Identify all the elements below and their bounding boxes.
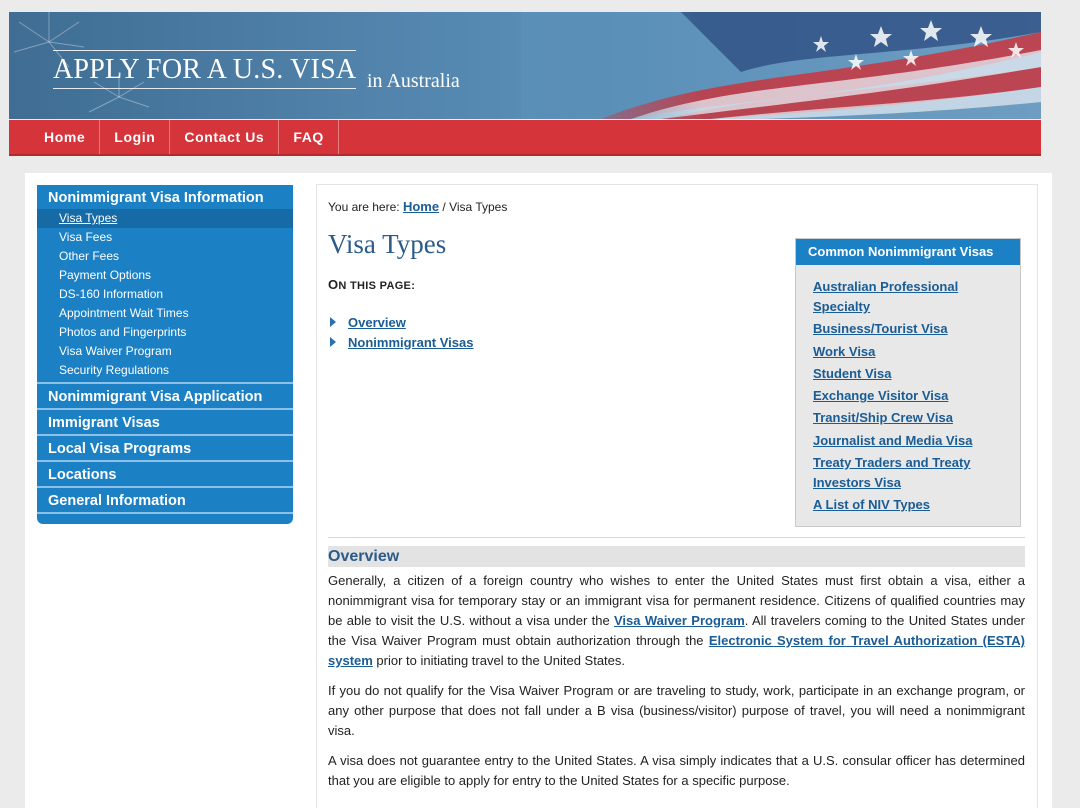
- overview-p1-text-a: Generally, a citizen of a foreign country who wishes to enter the United States must first obtain a visa, either a nonimmigrant visa for temporary stay or an immigrant visa for permanent residence. Citizens of qualified countries may be able to visit the U.S. without a visa under the: [328, 573, 1025, 628]
- sidebar: [37, 185, 293, 524]
- link-business-tourist-visa[interactable]: Business/Tourist Visa: [813, 321, 948, 337]
- overview-paragraph-1: [328, 571, 1025, 671]
- breadcrumb-current: Visa Types: [449, 200, 508, 214]
- sidebar-section-local-visa-programs[interactable]: Local Visa Programs: [37, 436, 293, 462]
- sidebar-item-visa-waiver-program[interactable]: Visa Waiver Program: [59, 344, 172, 358]
- toc-link-nonimmigrant-visas[interactable]: Nonimmigrant Visas: [348, 334, 474, 350]
- overview-paragraph-3: A visa does not guarantee entry to the United States. A visa simply indicates that a U.S. consular officer has determined that you are eligible to apply for entry to the United States for a specific purpose.: [328, 753, 1025, 788]
- sidebar-section-nonimmigrant-visa-application[interactable]: Nonimmigrant Visa Application: [37, 384, 293, 410]
- sidebar-item-other-fees[interactable]: Other Fees: [59, 249, 120, 263]
- sidebar-item-security-regulations[interactable]: Security Regulations: [59, 363, 170, 377]
- triangle-right-icon: [330, 317, 336, 327]
- overview-heading: Overview: [328, 546, 1025, 567]
- sidebar-section-nonimmigrant-visa-information[interactable]: Nonimmigrant Visa Information: [48, 190, 264, 206]
- link-exchange-visitor-visa[interactable]: Exchange Visitor Visa: [813, 388, 949, 404]
- link-transit-ship-crew-visa[interactable]: Transit/Ship Crew Visa: [813, 410, 953, 426]
- site-banner: [9, 12, 1041, 119]
- us-flag-graphic: [521, 12, 1041, 119]
- nav-contact-us[interactable]: Contact Us: [170, 120, 279, 154]
- link-list-of-niv-types[interactable]: A List of NIV Types: [813, 497, 931, 513]
- sidebar-item-ds160-information[interactable]: DS-160 Information: [59, 287, 164, 301]
- section-divider: [328, 537, 1025, 538]
- breadcrumb-prefix: You are here:: [328, 200, 403, 214]
- main-nav: [9, 120, 1041, 156]
- page-container: [25, 173, 1052, 808]
- sidebar-item-photos-fingerprints[interactable]: Photos and Fingerprints: [59, 325, 187, 339]
- toc-item: [330, 332, 473, 352]
- common-box-title: Common Nonimmigrant Visas: [796, 239, 1020, 265]
- sidebar-item-visa-types[interactable]: Visa Types: [37, 209, 293, 228]
- sidebar-item-payment-options[interactable]: Payment Options: [59, 268, 152, 282]
- visa-waiver-program-link[interactable]: Visa Waiver Program: [614, 613, 745, 628]
- sidebar-item-appointment-wait-times[interactable]: Appointment Wait Times: [59, 306, 189, 320]
- overview-paragraph-2: If you do not qualify for the Visa Waiver Program or are traveling to study, work, participate in an exchange program, or any other purpose that does not fall under a B visa (business/visitor) purpose of travel, you will need a nonimmigrant visa.: [328, 683, 1025, 738]
- site-title[interactable]: APPLY FOR A U.S. VISA: [53, 50, 356, 89]
- link-journalist-media-visa[interactable]: Journalist and Media Visa: [813, 432, 973, 448]
- link-work-visa[interactable]: Work Visa: [813, 343, 876, 359]
- toc-link-overview[interactable]: Overview: [348, 314, 406, 330]
- sidebar-section-general-information[interactable]: General Information: [37, 488, 293, 514]
- triangle-right-icon: [330, 337, 336, 347]
- link-australian-professional-specialty[interactable]: Australian Professional Specialty: [813, 279, 959, 314]
- on-this-page-list: [330, 312, 473, 352]
- toc-item: [330, 312, 473, 332]
- on-this-page-initial: O: [328, 277, 339, 292]
- sidebar-item-visa-fees[interactable]: Visa Fees: [59, 230, 113, 244]
- site-subtitle: in Australia: [367, 70, 460, 92]
- breadcrumb: [328, 199, 507, 214]
- on-this-page-label: [328, 277, 415, 292]
- page-title: Visa Types: [328, 229, 447, 259]
- overview-p1-text-b: . All travelers coming to the United States under the Visa Waiver Program must obtain authorization through the: [328, 613, 1026, 648]
- sidebar-sub-list: [37, 209, 293, 384]
- common-nonimmigrant-visas-box: [795, 238, 1021, 527]
- breadcrumb-separator: /: [439, 200, 450, 214]
- esta-system-link[interactable]: Electronic System for Travel Authorization (ESTA) system: [328, 633, 1025, 668]
- common-box-links: [796, 265, 1020, 515]
- nav-faq[interactable]: FAQ: [279, 120, 339, 154]
- nav-home[interactable]: Home: [9, 120, 100, 154]
- breadcrumb-home-link[interactable]: Home: [402, 199, 440, 214]
- sidebar-section-immigrant-visas[interactable]: Immigrant Visas: [37, 410, 293, 436]
- sidebar-section-locations[interactable]: Locations: [37, 462, 293, 488]
- main-content: [316, 184, 1038, 808]
- link-student-visa[interactable]: Student Visa: [813, 365, 892, 381]
- overview-p1-text-c: prior to initiating travel to the United States.: [372, 653, 625, 668]
- nav-login[interactable]: Login: [100, 120, 170, 154]
- link-treaty-traders-investors-visa[interactable]: Treaty Traders and Treaty Investors Visa: [813, 455, 971, 491]
- on-this-page-rest: N THIS PAGE:: [338, 280, 416, 292]
